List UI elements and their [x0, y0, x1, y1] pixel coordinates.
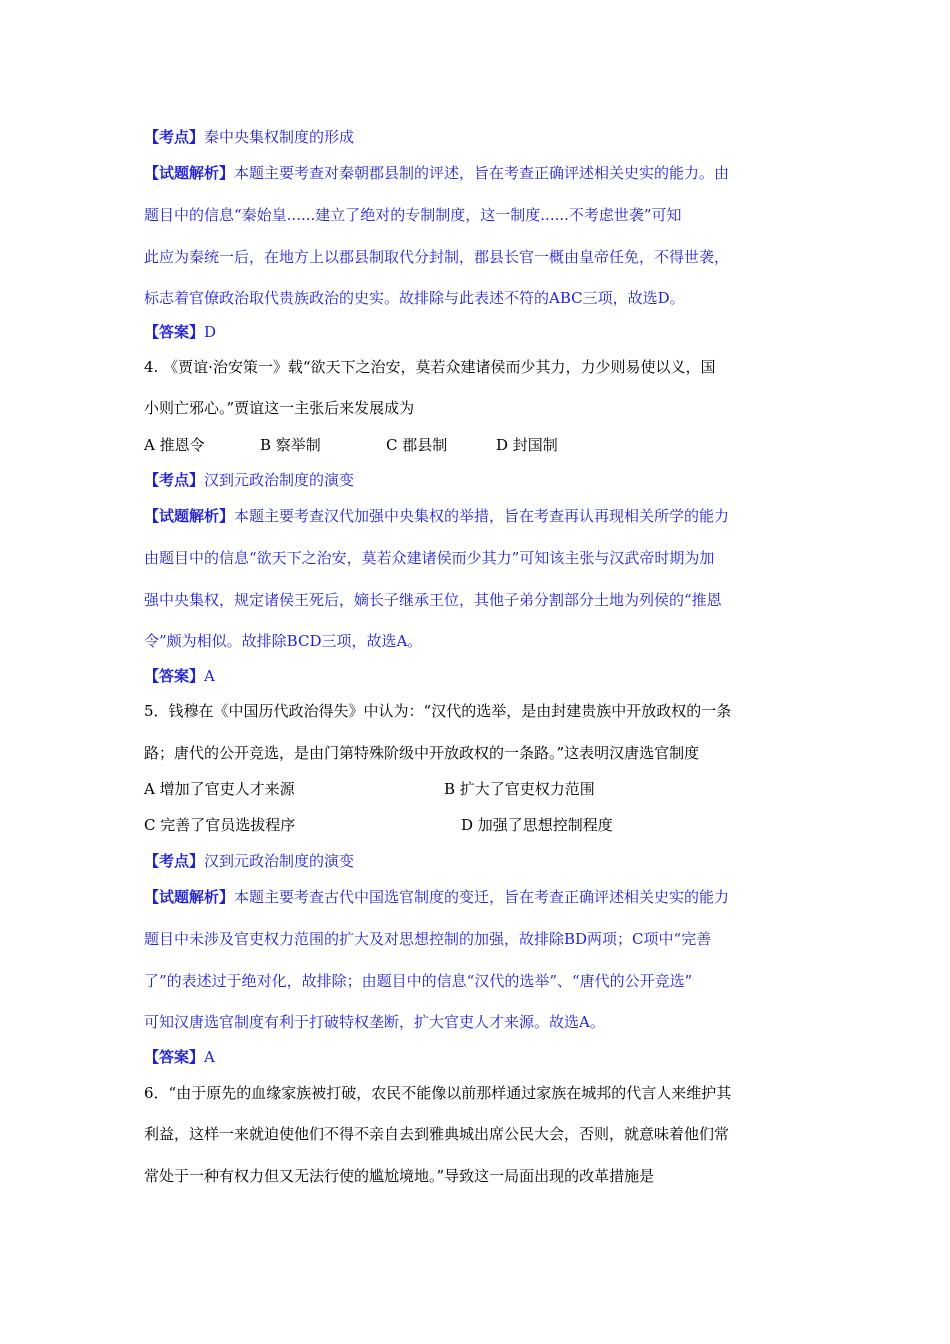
- q3-jiexi-line-2: 题目中的信息“秦始皇......建立了绝对的专制制度，这一制度......不考虑世袭”可知: [144, 206, 682, 224]
- jiexi-text: 本题主要考查对秦朝郡县制的评述，旨在考查正确评述相关史实的能力。由: [234, 164, 730, 182]
- q4-option-c: C 郡县制: [386, 436, 448, 454]
- q5-answer: [144, 1047, 215, 1067]
- kaodian-tag: 【考点】: [144, 852, 205, 870]
- answer-value: A: [204, 1048, 215, 1066]
- q6-stem-line-1: 6．“由于原先的血缘家族被打破，农民不能像以前那样通过家族在城邦的代言人来维护其: [144, 1084, 732, 1102]
- kaodian-text: 汉到元政治制度的演变: [204, 852, 355, 870]
- q4-option-b: B 察举制: [260, 436, 321, 454]
- jiexi-tag: 【试题解析】: [144, 507, 235, 525]
- answer-tag: 【答案】: [144, 323, 205, 341]
- kaodian-text: 秦中央集权制度的形成: [204, 128, 355, 146]
- q5-option-a: A 增加了官吏人才来源: [144, 780, 295, 798]
- q5-jiexi-line-1: [144, 887, 729, 907]
- q4-stem-line-2: 小则亡邪心。”贾谊这一主张后来发展成为: [144, 399, 415, 417]
- q5-kaodian: [144, 851, 354, 871]
- q4-kaodian: [144, 470, 354, 490]
- q5-jiexi-line-3: 了”的表述过于绝对化，故排除；由题目中的信息“汉代的选举”、“唐代的公开竞选”: [144, 972, 693, 990]
- q5-option-b: B 扩大了官吏权力范围: [444, 780, 595, 798]
- q4-jiexi-line-3: 强中央集权，规定诸侯王死后，嫡长子继承王位，其他子弟分割部分土地为列侯的“推恩: [144, 591, 722, 609]
- q4-jiexi-line-2: 由题目中的信息“欲天下之治安，莫若众建诸侯而少其力”可知该主张与汉武帝时期为加: [144, 549, 715, 567]
- q4-answer: [144, 666, 215, 686]
- q6-stem-line-3: 常处于一种有权力但又无法行使的尴尬境地。”导致这一局面出现的改革措施是: [144, 1167, 655, 1185]
- q5-stem-line-1: 5．钱穆在《中国历代政治得失》中认为：“汉代的选举，是由封建贵族中开放政权的一条: [144, 702, 732, 720]
- q5-stem-line-2: 路；唐代的公开竞选，是由门第特殊阶级中开放政权的一条路。”这表明汉唐选官制度: [144, 744, 700, 762]
- jiexi-tag: 【试题解析】: [144, 164, 235, 182]
- answer-value: D: [204, 323, 217, 341]
- kaodian-tag: 【考点】: [144, 128, 205, 146]
- kaodian-tag: 【考点】: [144, 471, 205, 489]
- jiexi-text: 本题主要考查古代中国选官制度的变迁，旨在考查正确评述相关史实的能力: [234, 888, 730, 906]
- q4-jiexi-line-1: [144, 506, 729, 526]
- q4-jiexi-line-4: 令”颇为相似。故排除BCD三项，故选A。: [144, 632, 423, 650]
- q5-jiexi-line-4: 可知汉唐选官制度有利于打破特权垄断，扩大官吏人才来源。故选A。: [144, 1013, 605, 1031]
- q4-stem-line-1: 4. 《贾谊·治安策一》载“欲天下之治安，莫若众建诸侯而少其力，力少则易使以义，国: [144, 358, 716, 376]
- q3-kaodian: [144, 127, 354, 147]
- q5-jiexi-line-2: 题目中未涉及官吏权力范围的扩大及对思想控制的加强，故排除BD两项；C项中“完善: [144, 930, 712, 948]
- q3-jiexi-line-1: [144, 163, 729, 183]
- q3-jiexi-line-3: 此应为秦统一后，在地方上以郡县制取代分封制，郡县长官一概由皇帝任免，不得世袭，: [144, 248, 730, 266]
- q4-option-d: D 封国制: [496, 436, 558, 454]
- q5-option-d: D 加强了思想控制程度: [461, 816, 613, 834]
- q4-option-a: A 推恩令: [144, 436, 205, 454]
- answer-tag: 【答案】: [144, 667, 205, 685]
- jiexi-tag: 【试题解析】: [144, 888, 235, 906]
- jiexi-text: 本题主要考查汉代加强中央集权的举措，旨在考查再认再现相关所学的能力: [234, 507, 730, 525]
- q6-stem-line-2: 利益，这样一来就迫使他们不得不亲自去到雅典城出席公民大会，否则，就意味着他们常: [144, 1125, 730, 1143]
- kaodian-text: 汉到元政治制度的演变: [204, 471, 355, 489]
- q5-option-c: C 完善了官员选拔程序: [144, 816, 296, 834]
- answer-tag: 【答案】: [144, 1048, 205, 1066]
- q3-answer: [144, 322, 216, 342]
- q3-jiexi-line-4: 标志着官僚政治取代贵族政治的史实。故排除与此表述不符的ABC三项，故选D。: [144, 289, 685, 307]
- answer-value: A: [204, 667, 215, 685]
